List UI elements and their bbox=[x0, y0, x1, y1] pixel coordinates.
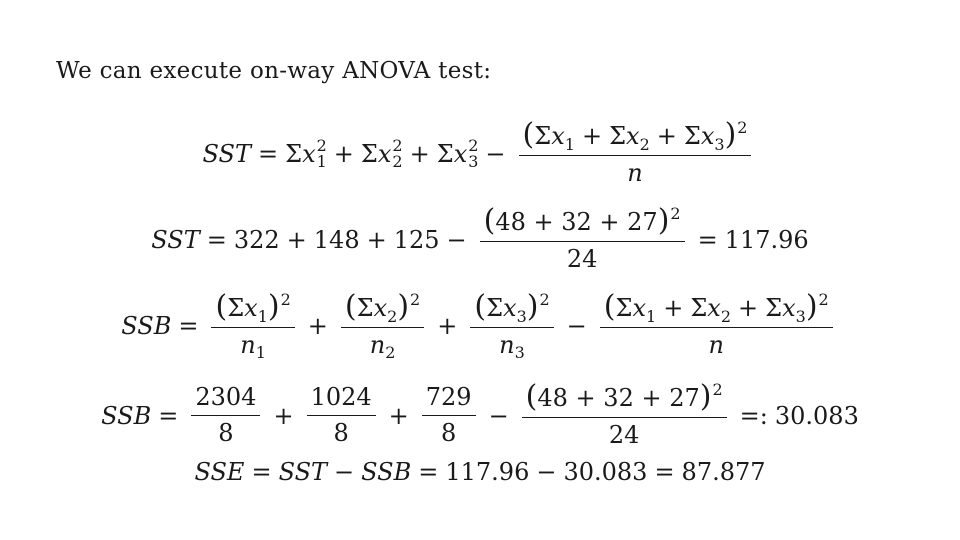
fraction-denominator: $n_2$ bbox=[369, 330, 396, 363]
sigma: Σ bbox=[285, 139, 303, 168]
fraction-numerator: $(48 + 32 + 27)^2$ bbox=[480, 206, 685, 242]
plus: + bbox=[366, 225, 387, 254]
x-var: x bbox=[453, 139, 468, 168]
term-125: 125 bbox=[393, 225, 440, 254]
fraction-group3 bbox=[470, 289, 553, 363]
equals: = bbox=[257, 139, 279, 168]
equals: = bbox=[206, 225, 227, 254]
ssb-symbol: SSB bbox=[361, 458, 412, 486]
term-322: 322 bbox=[233, 225, 280, 254]
fraction-denominator: 8 bbox=[441, 419, 457, 448]
sst-symbol: SST bbox=[202, 139, 251, 168]
equals: = bbox=[158, 401, 179, 430]
defeq: =: bbox=[739, 401, 768, 430]
fraction-numerator: 2304 bbox=[191, 384, 260, 417]
minus: − bbox=[485, 139, 506, 168]
fraction-numerator: $(\Sigma x_2)^2$ bbox=[341, 292, 424, 328]
sst-symbol: SST bbox=[151, 225, 200, 254]
minus: − bbox=[566, 311, 587, 340]
ssb-symbol: SSB bbox=[121, 311, 172, 340]
sse-result: 87.877 bbox=[681, 458, 766, 486]
ssb-numeric bbox=[0, 379, 960, 449]
fraction-numerator: 729 bbox=[422, 384, 476, 417]
sst-fraction bbox=[519, 117, 752, 187]
sst-formula bbox=[0, 117, 960, 187]
fraction-denominator: 8 bbox=[218, 419, 234, 448]
fraction-numerator: $(\Sigma x_1 + \Sigma x_2 + \Sigma x_3)^2$ bbox=[600, 292, 833, 328]
fraction-numerator: 1024 bbox=[307, 384, 376, 417]
intro-text: We can execute on-way ANOVA test: bbox=[56, 58, 492, 84]
supsub: 2 3 bbox=[468, 135, 479, 171]
equals: = bbox=[251, 458, 272, 486]
plus: + bbox=[437, 311, 458, 340]
x-var: x bbox=[302, 139, 316, 168]
plus: + bbox=[307, 311, 328, 340]
equals: = bbox=[178, 311, 199, 340]
fraction-numerator: $(\Sigma x_1 + \Sigma x_2 + \Sigma x_3)^2$ bbox=[519, 120, 752, 156]
ssb-result: 30.083 bbox=[774, 401, 859, 430]
equals: = bbox=[418, 458, 439, 486]
ssb-symbol: SSB bbox=[101, 401, 152, 430]
plus: + bbox=[286, 225, 307, 254]
fraction-denominator: 8 bbox=[333, 419, 349, 448]
fraction-2304-8 bbox=[191, 384, 260, 448]
minus: − bbox=[446, 225, 467, 254]
fraction-1024-8 bbox=[307, 384, 376, 448]
fraction-group1 bbox=[211, 289, 294, 363]
sst-numeric bbox=[0, 203, 960, 273]
plus: + bbox=[388, 401, 409, 430]
fraction-numerator: $(48 + 32 + 27)^2$ bbox=[522, 382, 727, 418]
fraction-denominator: n bbox=[708, 330, 724, 359]
plus: + bbox=[333, 139, 354, 168]
fraction-denominator: n bbox=[627, 158, 643, 187]
x-var: x bbox=[377, 139, 392, 168]
fraction-group2 bbox=[341, 289, 424, 363]
minus: − bbox=[536, 458, 557, 486]
fraction-total-numeric bbox=[522, 379, 727, 449]
ssb-formula bbox=[0, 289, 960, 363]
sse-equation bbox=[0, 458, 960, 486]
sse-symbol: SSE bbox=[194, 458, 245, 486]
equals: = bbox=[654, 458, 675, 486]
fraction-numerator: $(\Sigma x_1)^2$ bbox=[211, 292, 294, 328]
minus: − bbox=[334, 458, 355, 486]
sigma: Σ bbox=[436, 139, 454, 168]
fraction-numerator: $(\Sigma x_3)^2$ bbox=[470, 292, 553, 328]
fraction-denominator: $n_1$ bbox=[240, 330, 266, 363]
fraction-denominator: 24 bbox=[566, 244, 598, 273]
supsub: 2 1 bbox=[316, 135, 327, 171]
sst-result: 117.96 bbox=[724, 225, 809, 254]
sigma: Σ bbox=[360, 139, 378, 168]
fraction-729-8 bbox=[422, 384, 476, 448]
equals: = bbox=[697, 225, 718, 254]
sst-numeric-fraction bbox=[480, 203, 685, 273]
fraction-total bbox=[600, 289, 833, 359]
minus: − bbox=[488, 401, 509, 430]
term-148: 148 bbox=[313, 225, 360, 254]
supsub: 2 2 bbox=[392, 135, 403, 171]
plus: + bbox=[273, 401, 294, 430]
sst-value: 117.96 bbox=[445, 458, 530, 486]
sst-symbol: SST bbox=[278, 458, 328, 486]
fraction-denominator: $n_3$ bbox=[499, 330, 525, 363]
ssb-value: 30.083 bbox=[563, 458, 648, 486]
plus: + bbox=[409, 139, 430, 168]
fraction-denominator: 24 bbox=[608, 420, 640, 449]
